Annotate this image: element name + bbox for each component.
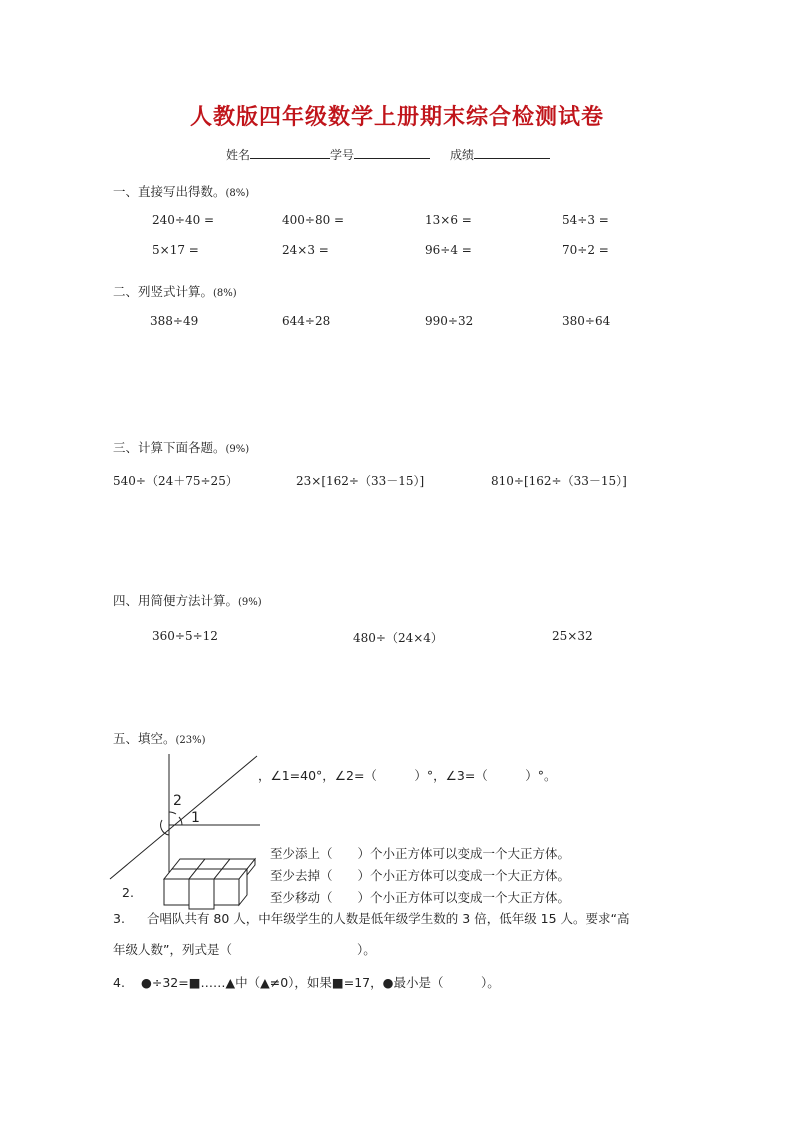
id-label: 学号 — [330, 148, 355, 162]
score-blank[interactable] — [474, 146, 550, 159]
s4-item-1: 360÷5÷12 — [152, 629, 218, 643]
angle-label-1: 1 — [191, 810, 200, 826]
id-blank[interactable] — [354, 146, 430, 159]
s1-r2-c1: 5×17 = — [152, 243, 199, 257]
q3-line-2: 年级人数”，列式是（ ）。 — [113, 942, 376, 957]
q3-text-line-1: 合唱队共有 80 人，中年级学生的人数是低年级学生数的 3 倍，低年级 15 人。要求“高 — [146, 911, 630, 926]
cubes-diagram — [160, 855, 270, 911]
q2-line-1: 至少添上（ ）个小正方体可以变成一个大正方体。 — [270, 846, 571, 861]
s1-r1-c4: 54÷3 = — [562, 213, 609, 227]
s4-item-3: 25×32 — [552, 629, 593, 643]
s2-item-4: 380÷64 — [562, 314, 611, 328]
q4-line — [113, 970, 500, 996]
s1-r2-c4: 70÷2 = — [562, 243, 609, 257]
section-3-title: 三、计算下面各题。 — [113, 440, 226, 455]
q4-number: 4. — [113, 975, 125, 990]
section-2-title: 二、列竖式计算。 — [113, 284, 214, 299]
section-1-heading — [113, 182, 249, 200]
s4-item-2: 480÷（24×4） — [353, 631, 443, 645]
q2-line-2: 至少去掉（ ）个小正方体可以变成一个大正方体。 — [270, 868, 571, 883]
angle-3-arc — [161, 820, 169, 835]
q4-text: ●÷32=■……▲中（▲≠0），如果■=17，●最小是（ ）。 — [140, 975, 500, 990]
section-5-points: (23%) — [175, 735, 206, 746]
s2-item-2: 644÷28 — [282, 314, 331, 328]
s1-r2-c3: 96÷4 = — [425, 243, 472, 257]
q1-text: ，∠1=40°，∠2=（ ）°，∠3=（ ）°。 — [258, 768, 557, 783]
s2-item-1: 388÷49 — [150, 314, 199, 328]
page-title: 人教版四年级数学上册期末综合检测试卷 — [189, 105, 604, 130]
score-label: 成绩 — [450, 148, 475, 162]
q3-line-1 — [113, 906, 630, 932]
section-4-heading — [113, 591, 262, 609]
section-4-points: (9%) — [238, 597, 262, 608]
s2-item-3: 990÷32 — [425, 314, 474, 328]
q2-line-3: 至少移动（ ）个小正方体可以变成一个大正方体。 — [270, 890, 571, 905]
s3-item-2: 23×[162÷（33－15）] — [296, 474, 425, 488]
s1-r1-c3: 13×6 = — [425, 213, 472, 227]
section-1-title: 一、直接写出得数。 — [113, 184, 226, 199]
q2-number: 2. — [122, 885, 134, 900]
section-3-points: (9%) — [225, 444, 250, 455]
student-info — [226, 146, 550, 163]
section-4-title: 四、用简便方法计算。 — [113, 593, 239, 608]
angle-label-2: 2 — [173, 793, 182, 809]
section-1-points: (8%) — [225, 188, 250, 199]
name-blank[interactable] — [250, 146, 330, 159]
q3-number: 3. — [113, 911, 125, 926]
section-5-title: 五、填空。 — [113, 731, 176, 746]
name-label: 姓名 — [226, 148, 251, 162]
s1-r2-c2: 24×3 = — [282, 243, 329, 257]
s3-item-3: 810÷[162÷（33－15）] — [491, 474, 627, 488]
s1-r1-c2: 400÷80 = — [282, 213, 345, 227]
angle-2-arc — [169, 812, 176, 814]
s1-r1-c1: 240÷40 = — [152, 213, 215, 227]
section-3-heading — [113, 438, 249, 456]
section-2-points: (8%) — [213, 288, 237, 299]
s3-item-1: 540÷（24＋75÷25） — [113, 474, 238, 488]
section-2-heading — [113, 282, 237, 300]
